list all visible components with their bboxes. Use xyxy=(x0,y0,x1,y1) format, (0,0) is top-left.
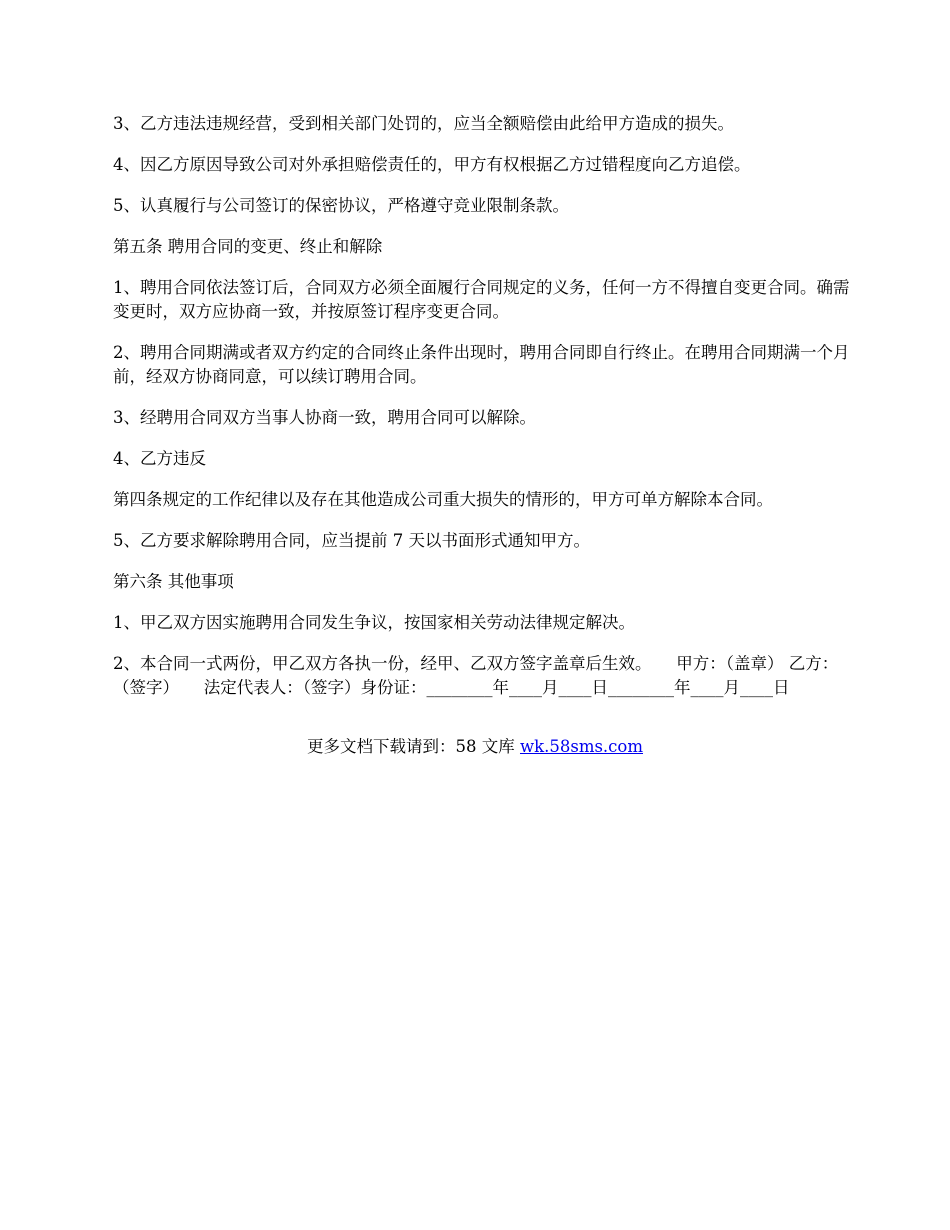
section-heading-article-6: 第六条 其他事项 xyxy=(113,572,234,591)
paragraph-clause-5: 5、认真履行与公司签订的保密协议，严格遵守竞业限制条款。 xyxy=(113,196,569,215)
footer-link[interactable]: wk.58sms.com xyxy=(519,737,643,756)
paragraph-article-5-item-2: 2、聘用合同期满或者双方约定的合同终止条件出现时，聘用合同即自行终止。在聘用合同期满一个月前，经双方协商同意，可以续订聘用合同。 xyxy=(113,343,850,386)
section-heading-article-5: 第五条 聘用合同的变更、终止和解除 xyxy=(113,237,383,256)
paragraph-article-4-reference: 第四条规定的工作纪律以及存在其他造成公司重大损失的情形的，甲方可单方解除本合同。 xyxy=(113,490,773,509)
paragraph-article-6-item-1: 1、甲乙双方因实施聘用合同发生争议，按国家相关劳动法律规定解决。 xyxy=(113,613,635,632)
paragraph-clause-3: 3、乙方违法违规经营，受到相关部门处罚的，应当全额赔偿由此给甲方造成的损失。 xyxy=(113,114,734,133)
paragraph-clause-4: 4、因乙方原因导致公司对外承担赔偿责任的，甲方有权根据乙方过错程度向乙方追偿。 xyxy=(113,155,751,174)
paragraph-article-5-item-1: 1、聘用合同依法签订后，合同双方必须全面履行合同规定的义务，任何一方不得擅自变更合同。确需变更时，双方应协商一致，并按原签订程序变更合同。 xyxy=(113,278,850,321)
download-footer xyxy=(0,735,950,759)
paragraph-article-5-item-5: 5、乙方要求解除聘用合同，应当提前 7 天以书面形式通知甲方。 xyxy=(113,531,590,550)
footer-prefix: 更多文档下载请到：58 文库 xyxy=(306,737,520,756)
paragraph-article-5-item-3: 3、经聘用合同双方当事人协商一致，聘用合同可以解除。 xyxy=(113,408,536,427)
paragraph-signature-block: 2、本合同一式两份，甲乙双方各执一份，经甲、乙双方签字盖章后生效。 甲方：（盖章） 乙方：（签字） 法定代表人：（签字）身份证：________年____月____日________年____月____日 xyxy=(113,654,839,697)
document-body xyxy=(113,112,853,717)
paragraph-article-5-item-4: 4、乙方违反 xyxy=(113,449,206,468)
